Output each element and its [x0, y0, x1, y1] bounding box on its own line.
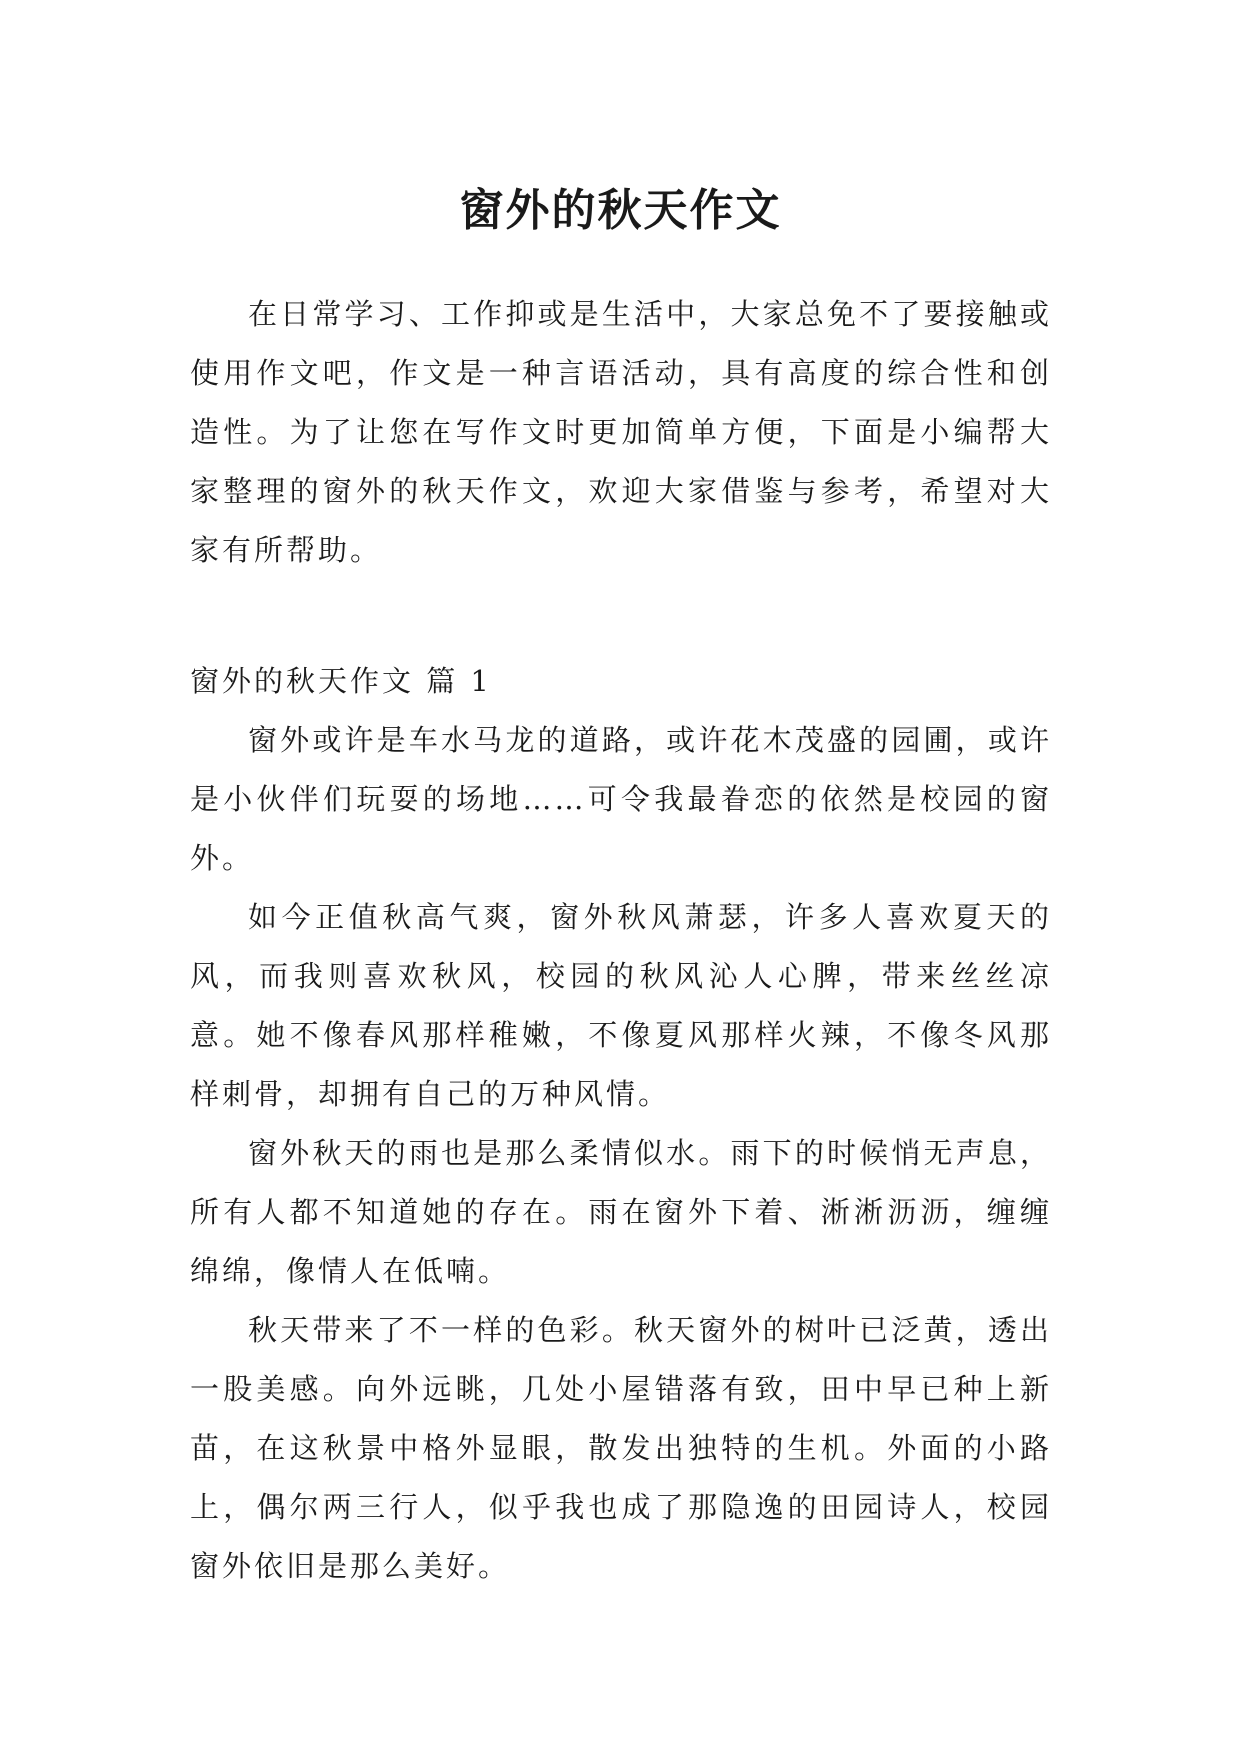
body-paragraph: 秋天带来了不一样的色彩。秋天窗外的树叶已泛黄，透出一股美感。向外远眺，几处小屋错落有致，田中早已种上新苗，在这秋景中格外显眼，散发出独特的生机。外面的小路上，偶尔两三行人，似乎我也成了那隐逸的田园诗人，校园窗外依旧是那么美好。: [190, 1313, 1052, 1583]
intro-paragraph: 在日常学习、工作抑或是生活中，大家总免不了要接触或使用作文吧，作文是一种言语活动，具有高度的综合性和创造性。为了让您在写作文时更加简单方便，下面是小编帮大家整理的窗外的秋天作文，欢迎大家借鉴与参考，希望对大家有所帮助。: [190, 297, 1052, 567]
body-paragraph: 窗外或许是车水马龙的道路，或许花木茂盛的园圃，或许是小伙伴们玩耍的场地……可令我最眷恋的依然是校园的窗外。: [190, 723, 1052, 875]
body-paragraph: 窗外秋天的雨也是那么柔情似水。雨下的时候悄无声息，所有人都不知道她的存在。雨在窗外下着、淅淅沥沥，缠缠绵绵，像情人在低喃。: [190, 1136, 1052, 1288]
document-body: [190, 285, 1052, 1596]
body-paragraph: 如今正值秋高气爽，窗外秋风萧瑟，许多人喜欢夏天的风，而我则喜欢秋风，校园的秋风沁人心脾，带来丝丝凉意。她不像春风那样稚嫩，不像夏风那样火辣，不像冬风那样刺骨，却拥有自己的万种风情。: [190, 900, 1052, 1111]
section-heading: 窗外的秋天作文 篇 1: [190, 664, 492, 698]
document-title: 窗外的秋天作文: [459, 185, 782, 237]
